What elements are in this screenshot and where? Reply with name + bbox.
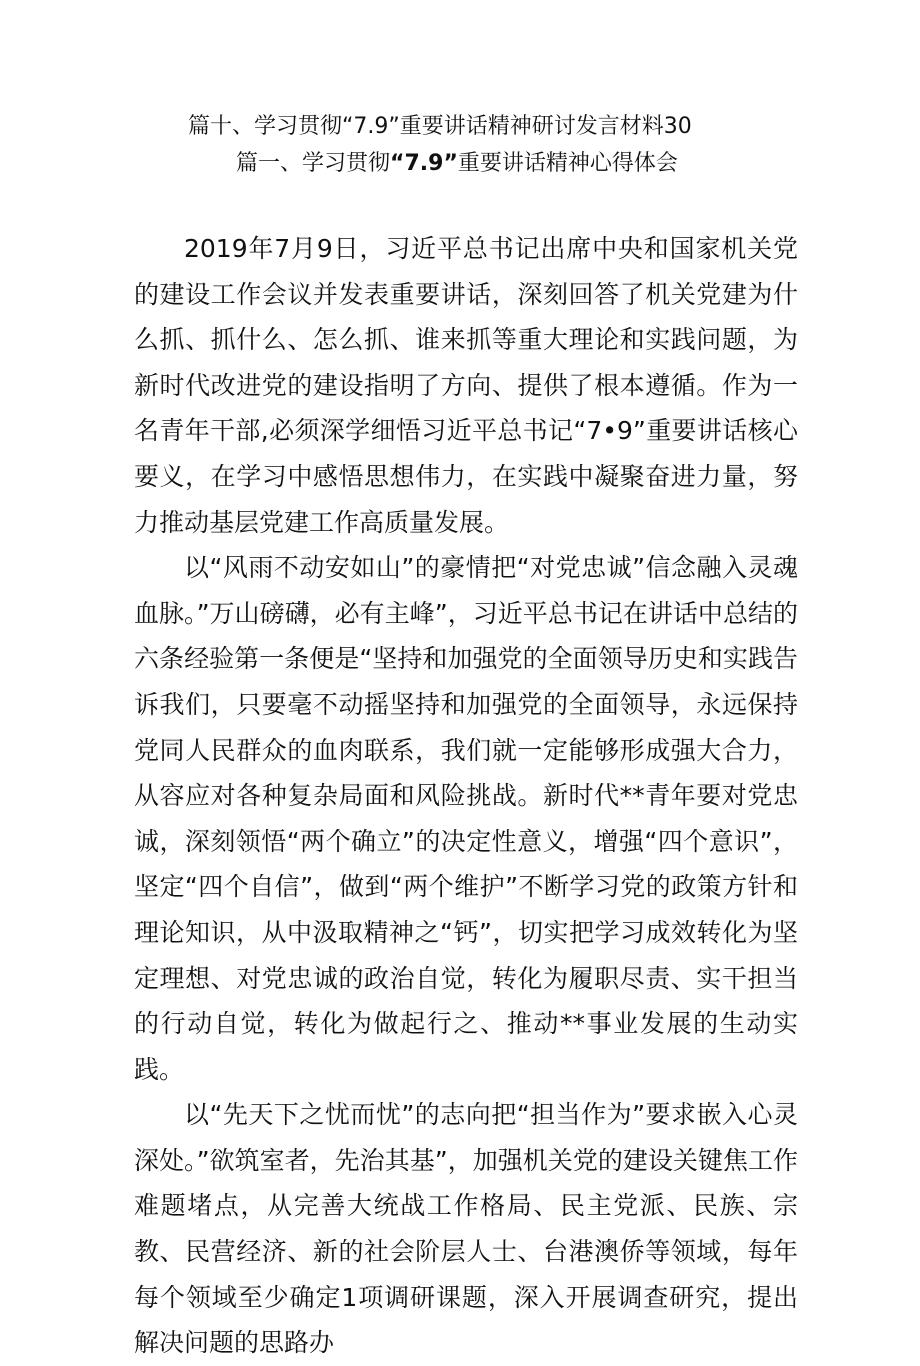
section-title-prefix: 篇一、学习贯彻 [236,151,391,176]
section-title-suffix: 重要讲话精神心得体会 [457,151,678,176]
document-body [134,226,798,1366]
paragraph-1: 2019年7月9日，习近平总书记出席中央和国家机关党的建设工作会议并发表重要讲话，深刻回答了机关党建为什么抓、抓什么、怎么抓、谁来抓等重大理论和实践问题，为新时代改进党的建设指明了方向、提供了根本遵循。作为一名青年干部,必须深学细悟习近平总书记“7•9”重要讲话核心要义，在学习中感悟思想伟力，在实践中凝聚奋进力量，努力推动基层党建工作高质量发展。 [134,234,798,537]
section-title-date: “7.9” [390,151,458,176]
section-title [0,149,920,179]
toc-entry-10: 篇十、学习贯彻“7.9”重要讲话精神研讨发言材料30 [188,114,692,139]
paragraph-2: 以“风雨不动安如山”的豪情把“对党忠诚”信念融入灵魂血脉。”万山磅礴，必有主峰”，习近平总书记在讲话中总结的六条经验第一条便是“坚持和加强党的全面领导历史和实践告诉我们，只要毫不动摇坚持和加强党的全面领导，永远保持党同人民群众的血肉联系，我们就一定能够形成强大合力，从容应对各种复杂局面和风险挑战。新时代**青年要对党忠诚，深刻领悟“两个确立”的决定性意义，增强“四个意识”，坚定“四个自信”，做到“两个维护”不断学习党的政策方针和理论知识，从中汲取精神之“钙”，切实把学习成效转化为坚定理想、对党忠诚的政治自觉，转化为履职尽责、实干担当的行动自觉，转化为做起行之、推动**事业发展的生动实践。 [134,553,798,1084]
paragraph-3: 以“先天下之忧而忧”的志向把“担当作为”要求嵌入心灵深处。”欲筑室者，先治其基”，加强机关党的建设关键焦工作难题堵点，从完善大统战工作格局、民主党派、民族、宗教、民营经济、新的社会阶层人士、台港澳侨等领域，每年每个领域至少确定1项调研课题，深入开展调查研究，提出解决问题的思路办 [134,1100,798,1358]
